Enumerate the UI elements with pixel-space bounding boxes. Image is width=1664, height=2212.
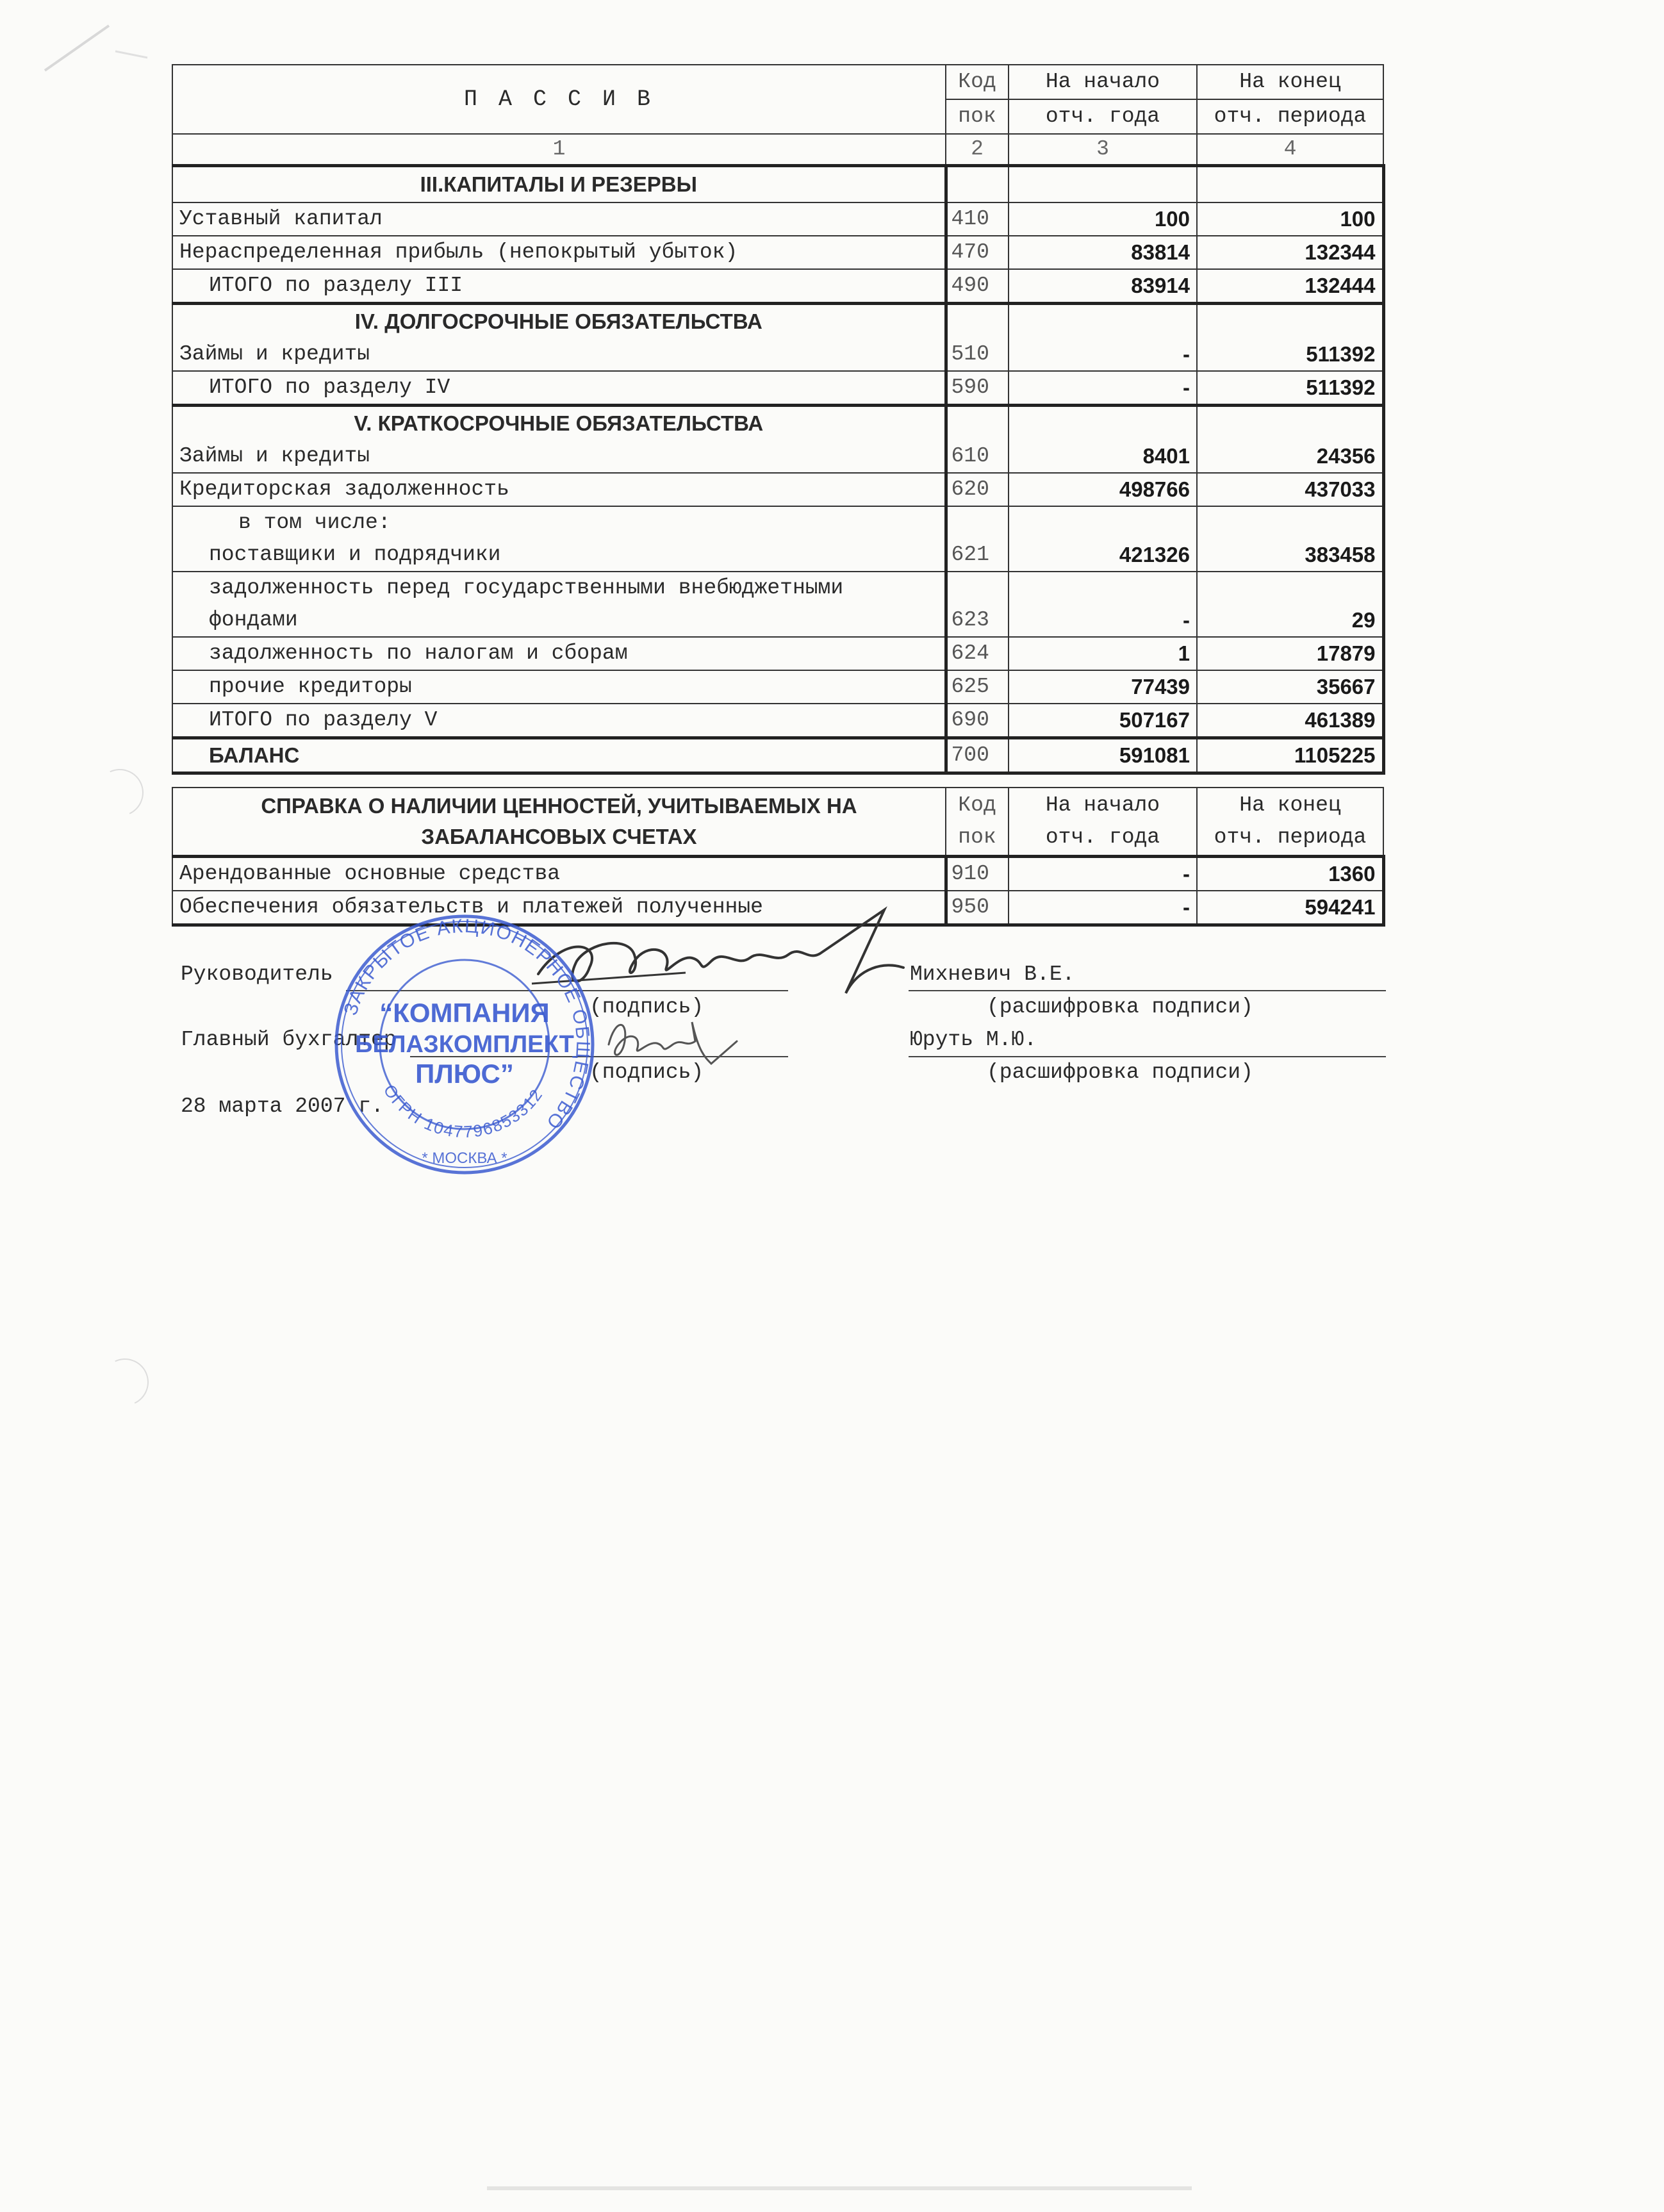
column-numbers-row xyxy=(172,134,1383,166)
row-label xyxy=(172,506,946,572)
row-label: Обеспечения обязательств и платежей полученные xyxy=(172,891,946,925)
header-code: Код xyxy=(946,65,1009,99)
svg-text:ОГРН 1047796853312 xyxy=(380,1081,547,1141)
empty-cell xyxy=(946,304,1009,339)
balance-row xyxy=(172,738,1383,773)
row-label: Уставный капитал xyxy=(172,202,946,236)
stamp-city: * МОСКВА * xyxy=(422,1150,507,1167)
accountant-decode-caption: (расшифровка подписи) xyxy=(987,1061,1253,1084)
section5-title-row xyxy=(172,406,1383,441)
row-label: Арендованные основные средства xyxy=(172,857,946,891)
document-date: 28 марта 2007 г. xyxy=(181,1094,384,1118)
offbalance-header-row xyxy=(172,788,1383,857)
accountant-sign-caption: (подпись) xyxy=(589,1061,704,1084)
empty-cell xyxy=(1197,304,1383,339)
row-label-sub: поставщики и подрядчики xyxy=(209,543,501,566)
company-stamp-icon xyxy=(330,910,599,1179)
row-code: 950 xyxy=(946,891,1009,925)
row-begin: - xyxy=(1009,857,1197,891)
passive-header-row xyxy=(172,65,1383,99)
accountant-name-line xyxy=(909,1056,1386,1057)
section-title: IV. ДОЛГОСРОЧНЫЕ ОБЯЗАТЕЛЬСТВА xyxy=(172,304,946,339)
row-begin: 421326 xyxy=(1009,506,1197,572)
header-code-line: пок xyxy=(958,825,996,849)
table-row xyxy=(172,473,1383,506)
accountant-label: Главный бухгалтер xyxy=(181,1028,397,1052)
empty-cell xyxy=(946,406,1009,441)
row-code: 510 xyxy=(946,338,1009,371)
row-end: 437033 xyxy=(1197,473,1383,506)
row-begin: 77439 xyxy=(1009,670,1197,704)
head-sign-caption: (подпись) xyxy=(589,995,704,1019)
empty-cell xyxy=(946,166,1009,203)
header-end: На конец xyxy=(1197,65,1383,99)
row-end: 35667 xyxy=(1197,670,1383,704)
row-end: 17879 xyxy=(1197,637,1383,670)
col-num-2: 2 xyxy=(946,134,1009,166)
row-end: 24356 xyxy=(1197,440,1383,473)
header-begin-line: На начало xyxy=(1045,793,1160,817)
row-label: задолженность по налогам и сборам xyxy=(172,637,946,670)
table-row xyxy=(172,236,1383,269)
row-code: 610 xyxy=(946,440,1009,473)
row-begin: 507167 xyxy=(1009,704,1197,738)
stamp-line3: ПЛЮС” xyxy=(415,1059,514,1089)
empty-cell xyxy=(1197,166,1383,203)
row-label-sub: задолженность перед государственными внебюджетными xyxy=(209,576,844,600)
row-label: Кредиторская задолженность xyxy=(172,473,946,506)
row-begin: 8401 xyxy=(1009,440,1197,473)
header-end-line: На конец xyxy=(1239,793,1341,817)
col-num-4: 4 xyxy=(1197,134,1383,166)
col-num-3: 3 xyxy=(1009,134,1197,166)
table-row xyxy=(172,857,1383,891)
header-begin: На начало xyxy=(1009,65,1197,99)
offbalance-title xyxy=(172,788,946,857)
row-code: 410 xyxy=(946,202,1009,236)
row-code: 624 xyxy=(946,637,1009,670)
row-label: Нераспределенная прибыль (непокрытый убыток) xyxy=(172,236,946,269)
header-begin-2: отч. года xyxy=(1009,99,1197,134)
row-end: 29 xyxy=(1197,572,1383,637)
passive-title: П А С С И В xyxy=(172,65,946,134)
row-begin: - xyxy=(1009,338,1197,371)
row-begin: - xyxy=(1009,572,1197,637)
table-row xyxy=(172,670,1383,704)
table-row xyxy=(172,440,1383,473)
table-row xyxy=(172,572,1383,637)
row-label: ИТОГО по разделу IV xyxy=(172,371,946,406)
row-label: БАЛАНС xyxy=(172,738,946,773)
scan-mark-icon xyxy=(38,13,154,90)
head-decode-caption: (расшифровка подписи) xyxy=(987,995,1253,1019)
table-row xyxy=(172,637,1383,670)
section-title: V. КРАТКОСРОЧНЫЕ ОБЯЗАТЕЛЬСТВА xyxy=(172,406,946,441)
row-end: 461389 xyxy=(1197,704,1383,738)
row-begin: 100 xyxy=(1009,202,1197,236)
empty-cell xyxy=(1009,166,1197,203)
head-name: Михневич В.Е. xyxy=(910,962,1075,986)
row-label: Займы и кредиты xyxy=(172,440,946,473)
offbalance-title-line: СПРАВКА О НАЛИЧИИ ЦЕННОСТЕЙ, УЧИТЫВАЕМЫХ НА xyxy=(261,794,857,818)
row-label-sub: фондами xyxy=(209,608,298,632)
row-end: 1360 xyxy=(1197,857,1383,891)
row-end: 100 xyxy=(1197,202,1383,236)
row-begin: 83914 xyxy=(1009,269,1197,304)
table-row xyxy=(172,371,1383,406)
row-begin: - xyxy=(1009,371,1197,406)
punch-hole-icon xyxy=(90,763,151,823)
row-label: ИТОГО по разделу III xyxy=(172,269,946,304)
table-row xyxy=(172,506,1383,572)
row-label-sub: в том числе: xyxy=(238,511,391,534)
row-code: 910 xyxy=(946,857,1009,891)
empty-cell xyxy=(1009,304,1197,339)
row-code: 620 xyxy=(946,473,1009,506)
row-code: 623 xyxy=(946,572,1009,637)
row-label xyxy=(172,572,946,637)
header-begin-line: отч. года xyxy=(1045,825,1160,849)
table-row xyxy=(172,202,1383,236)
accountant-name: Юруть М.Ю. xyxy=(910,1028,1037,1052)
passive-table xyxy=(172,64,1385,775)
header-end-line: отч. периода xyxy=(1214,825,1367,849)
row-code: 621 xyxy=(946,506,1009,572)
row-begin: 1 xyxy=(1009,637,1197,670)
row-begin: 498766 xyxy=(1009,473,1197,506)
row-end: 383458 xyxy=(1197,506,1383,572)
header-code-line: Код xyxy=(958,793,996,817)
header-end-2: отч. периода xyxy=(1197,99,1383,134)
accountant-signature-icon xyxy=(596,1006,743,1077)
row-end: 132444 xyxy=(1197,269,1383,304)
row-code: 590 xyxy=(946,371,1009,406)
header-code-2: пок xyxy=(946,99,1009,134)
row-code: 625 xyxy=(946,670,1009,704)
header-code xyxy=(946,788,1009,857)
row-begin: 591081 xyxy=(1009,738,1197,773)
section-title: III.КАПИТАЛЫ И РЕЗЕРВЫ xyxy=(172,166,946,203)
scan-bottom-edge xyxy=(487,2186,1192,2190)
row-code: 470 xyxy=(946,236,1009,269)
header-end xyxy=(1197,788,1383,857)
section4-title-row xyxy=(172,304,1383,339)
stamp-ogrn: ОГРН 1047796853312 xyxy=(379,1080,547,1142)
stamp-line1: “КОМПАНИЯ xyxy=(379,998,550,1028)
row-end: 511392 xyxy=(1197,338,1383,371)
table-row xyxy=(172,704,1383,738)
row-label: ИТОГО по разделу V xyxy=(172,704,946,738)
row-label: прочие кредиторы xyxy=(172,670,946,704)
row-end: 132344 xyxy=(1197,236,1383,269)
row-end: 594241 xyxy=(1197,891,1383,925)
row-label: Займы и кредиты xyxy=(172,338,946,371)
header-begin xyxy=(1009,788,1197,857)
offbalance-title-line: ЗАБАЛАНСОВЫХ СЧЕТАХ xyxy=(421,825,697,848)
empty-cell xyxy=(1197,406,1383,441)
col-num-1: 1 xyxy=(172,134,946,166)
table-row xyxy=(172,338,1383,371)
row-code: 690 xyxy=(946,704,1009,738)
row-end: 511392 xyxy=(1197,371,1383,406)
head-name-line xyxy=(909,990,1386,991)
punch-hole-icon xyxy=(95,1352,156,1413)
row-code: 700 xyxy=(946,738,1009,773)
empty-cell xyxy=(1009,406,1197,441)
section3-title-row xyxy=(172,166,1383,203)
row-begin: 83814 xyxy=(1009,236,1197,269)
row-end: 1105225 xyxy=(1197,738,1383,773)
row-code: 490 xyxy=(946,269,1009,304)
stamp-ring-text: ЗАКРЫТОЕ АКЦИОНЕРНОЕ ОБЩЕСТВО xyxy=(340,915,594,1134)
head-label: Руководитель xyxy=(181,962,333,986)
stamp-line2: БЕЛАЗКОМПЛЕКТ xyxy=(355,1031,574,1058)
table-row xyxy=(172,269,1383,304)
row-begin: - xyxy=(1009,891,1197,925)
